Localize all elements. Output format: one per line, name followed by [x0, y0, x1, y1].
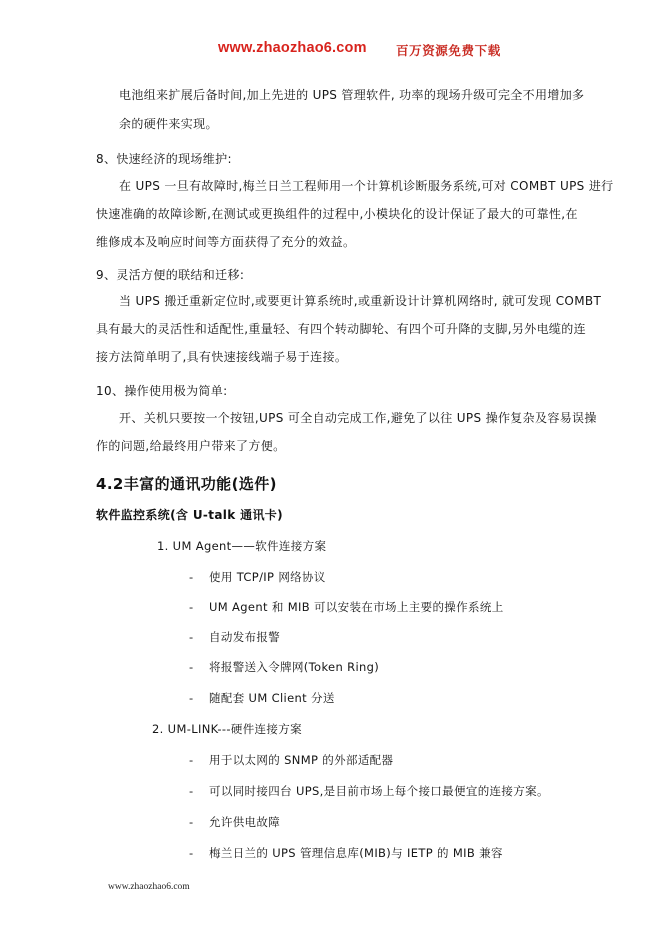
intro-line-1: 电池组来扩展后备时间,加上先进的 UPS 管理软件, 功率的现场升级可完全不用增加多: [119, 88, 585, 102]
section-10-line-1: 开、关机只要按一个按钮,UPS 可全自动完成工作,避免了以往 UPS 操作复杂及容易误操: [119, 411, 597, 425]
intro-line-2: 余的硬件来实现。: [119, 117, 218, 131]
group-1-bullet-3: 自动发布报警: [209, 630, 281, 644]
bullet-dash: -: [189, 753, 194, 767]
group-1-bullet-1: 使用 TCP/IP 网络协议: [209, 570, 326, 584]
comm-heading: 4.2丰富的通讯功能(选件): [96, 475, 277, 493]
section-9-title: 9、灵活方便的联结和迁移:: [96, 268, 245, 282]
group-2-bullet-1: 用于以太网的 SNMP 的外部适配器: [209, 753, 394, 767]
section-10-title: 10、操作使用极为简单:: [96, 384, 228, 398]
group-1-title: 1. UM Agent——软件连接方案: [157, 539, 327, 553]
bullet-dash: -: [189, 660, 194, 674]
bullet-dash: -: [189, 846, 194, 860]
bullet-dash: -: [189, 570, 194, 584]
group-2-bullet-2: 可以同时接四台 UPS,是目前市场上每个接口最便宜的连接方案。: [209, 784, 549, 798]
group-1-bullet-4: 将报警送入令牌网(Token Ring): [209, 660, 380, 674]
bullet-dash: -: [189, 691, 194, 705]
header-site-link[interactable]: www.zhaozhao6.com: [218, 40, 367, 56]
group-2-bullet-3: 允许供电故障: [209, 815, 281, 829]
section-8-line-3: 维修成本及响应时间等方面获得了充分的效益。: [96, 235, 356, 249]
bullet-dash: -: [189, 630, 194, 644]
section-9-line-1: 当 UPS 搬迁重新定位时,或要更计算系统时,或重新设计计算机网络时, 就可发现 COMBT: [119, 294, 602, 308]
bullet-dash: -: [189, 784, 194, 798]
header-tagline: 百万资源免费下载: [396, 43, 501, 58]
bullet-dash: -: [189, 815, 194, 829]
group-2-bullet-4: 梅兰日兰的 UPS 管理信息库(MIB)与 IETP 的 MIB 兼容: [209, 846, 503, 860]
group-2-title: 2. UM-LINK---硬件连接方案: [152, 722, 302, 736]
section-8-title: 8、快速经济的现场维护:: [96, 152, 232, 166]
section-10-line-2: 作的问题,给最终用户带来了方便。: [96, 439, 286, 453]
section-8-line-1: 在 UPS 一旦有故障时,梅兰日兰工程师用一个计算机诊断服务系统,可对 COMBT UPS 进行: [119, 179, 614, 193]
group-1-bullet-2: UM Agent 和 MIB 可以安装在市场上主要的操作系统上: [209, 600, 504, 614]
footer-url[interactable]: www.zhaozhao6.com: [108, 882, 190, 892]
section-9-line-2: 具有最大的灵活性和适配性,重量轻、有四个转动脚轮、有四个可升降的支脚,另外电缆的连: [96, 322, 586, 336]
group-1-bullet-5: 随配套 UM Client 分送: [209, 691, 335, 705]
section-8-line-2: 快速准确的故障诊断,在测试或更换组件的过程中,小模块化的设计保证了最大的可靠性,在: [96, 207, 578, 221]
comm-subheading: 软件监控系统(含 U-talk 通讯卡): [96, 508, 283, 522]
bullet-dash: -: [189, 600, 194, 614]
section-9-line-3: 接方法简单明了,具有快速接线端子易于连接。: [96, 350, 348, 364]
